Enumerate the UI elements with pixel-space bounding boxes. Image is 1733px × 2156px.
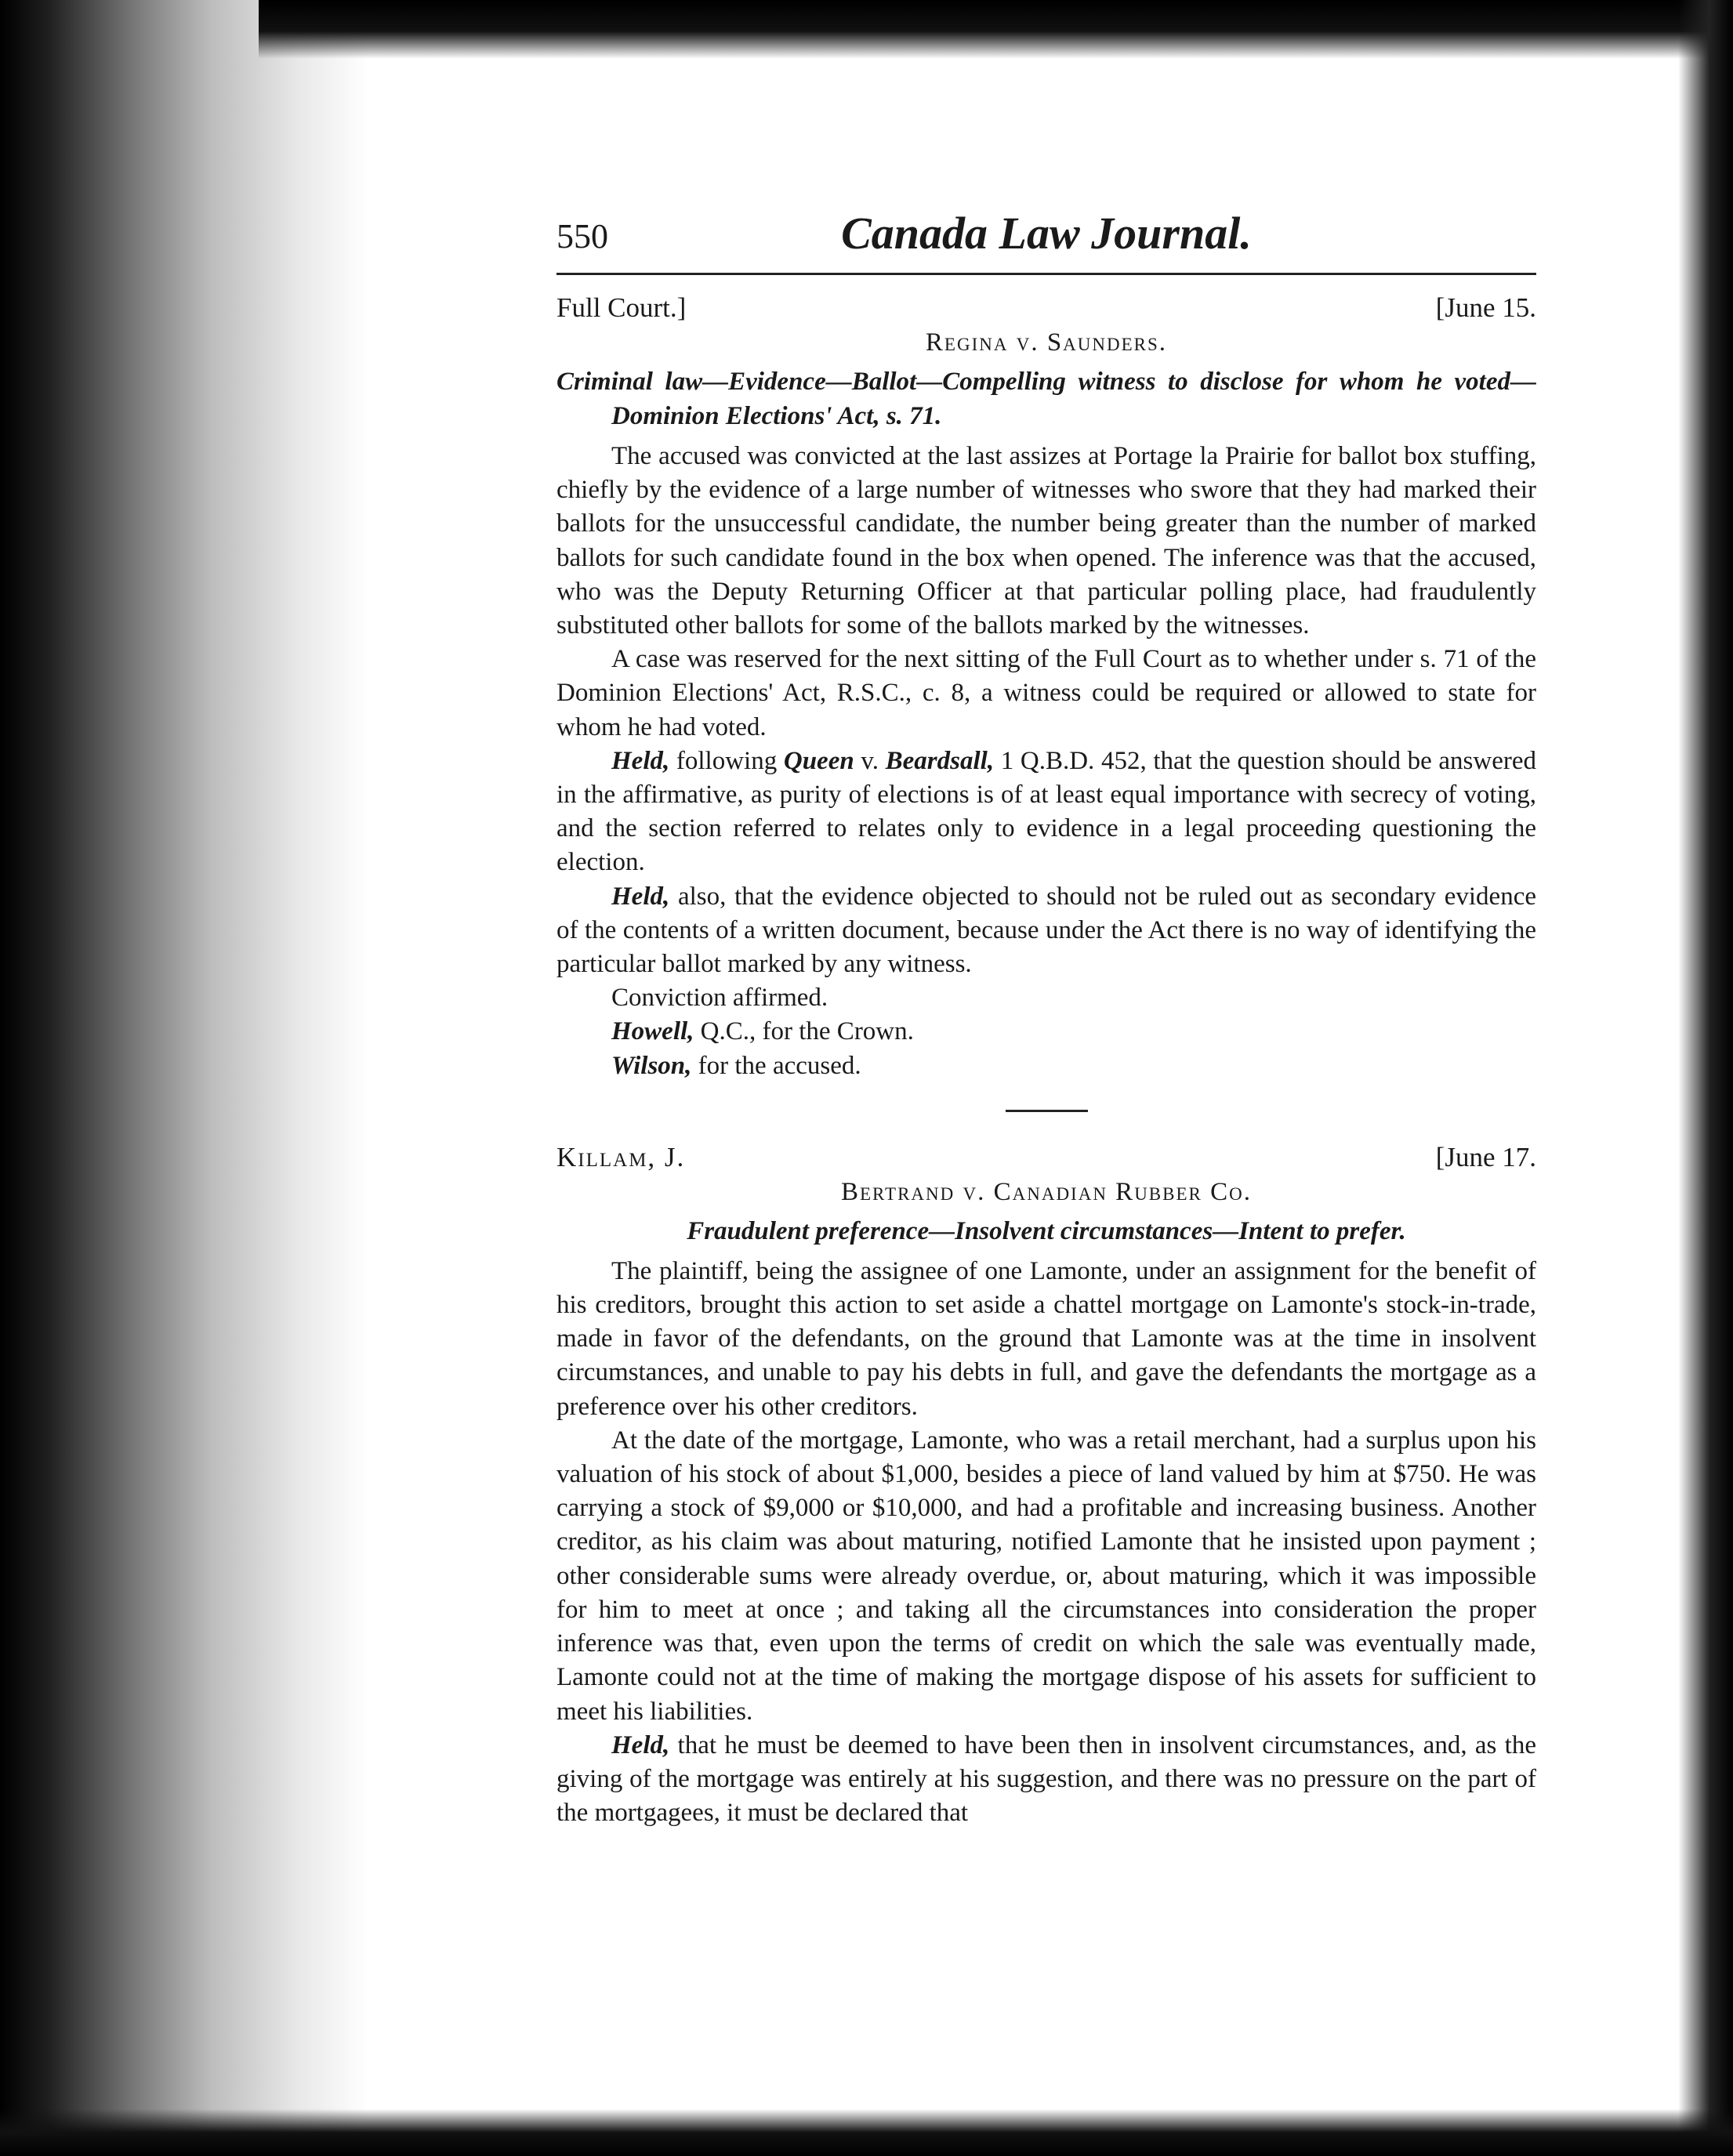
counsel-name: Howell, — [611, 1017, 694, 1046]
paragraph-held — [557, 1729, 1536, 1831]
held-label: Held, — [611, 882, 670, 911]
scan-top-edge — [259, 0, 1733, 59]
paragraph: The accused was convicted at the last assizes at Portage la Prairie for ballot box stuffing, chiefly by the evidence of a large number of witnesses who swore that they had marked their ballots for the unsuccessful candidate, the number being greater than the number of marked ballots for such candidate found in the box when opened. The inference was that the accused, who was the Deputy Returning Officer at that particular polling place, had fraudulently substituted other ballots for some of the ballots marked by the witnesses. — [557, 442, 1536, 640]
text-run: for the accused. — [691, 1051, 861, 1080]
decision-date: [June 15. — [1435, 292, 1536, 323]
scan-bottom-edge — [0, 2109, 1733, 2156]
cited-case: Queen — [783, 746, 854, 775]
paragraph-held — [557, 745, 1536, 880]
cited-case: Beardsall, — [885, 746, 995, 775]
scan-right-edge — [1678, 0, 1733, 2156]
held-label: Held, — [611, 1730, 670, 1759]
paragraph: The plaintiff, being the assignee of one Lamonte, under an assignment for the benefit of his creditors, brought this action to set aside a chattel mortgage on Lamonte's stock-in-trade, made in favor of the defendants, on the ground that Lamonte was at the time in insolvent circumstances, and unable to pay his debts in full, and gave the defendants the mortgage as a preference over his other creditors. — [557, 1256, 1536, 1421]
disposition: Conviction affirmed. — [611, 984, 828, 1013]
book-binding-shadow — [0, 0, 368, 2156]
text-run: Q.C., for the Crown. — [694, 1017, 914, 1046]
header-rule — [557, 273, 1536, 275]
held-label: Held, — [611, 746, 670, 775]
case-heading — [557, 291, 1536, 325]
journal-title: Canada Law Journal. — [841, 208, 1252, 259]
case-title: Bertrand v. Canadian Rubber Co. — [841, 1177, 1252, 1206]
case-regina-v-saunders — [557, 291, 1536, 1083]
text-run: following — [669, 746, 784, 775]
case-title: Regina v. Saunders. — [925, 328, 1168, 357]
page-header — [557, 196, 1536, 266]
text-run: also, that the evidence objected to should not be ruled out as secondary evidence of the contents of a written document, because under the Act there is no way of identifying the particular ballot marked by any witness. — [557, 882, 1536, 979]
case-divider — [1006, 1110, 1088, 1112]
counsel-name: Wilson, — [611, 1051, 692, 1080]
headnote: Fraudulent preference—Insolvent circumstances—Intent to prefer. — [687, 1216, 1406, 1245]
paragraph-held — [557, 880, 1536, 982]
page — [557, 196, 1536, 1830]
headnote: Criminal law—Evidence—Ballot—Compelling witness to disclose for whom he voted—Dominion Elections' Act, s. 71. — [557, 368, 1536, 430]
court-name: Full Court.] — [557, 292, 687, 323]
case-bertrand-v-canadian-rubber — [557, 1140, 1536, 1830]
case-heading — [557, 1140, 1536, 1175]
counsel-line — [557, 1049, 1536, 1083]
decision-date: [June 17. — [1435, 1141, 1536, 1172]
paragraph: At the date of the mortgage, Lamonte, who was a retail merchant, had a surplus upon his valuation of his stock of about $1,000, besides a piece of land valued by him at $750. He was carrying a stock of $9,000 or $10,000, and had a profitable and increasing business. Another creditor, as his claim was about maturing, notified Lamonte that he insisted upon payment ; other considerable sums were already overdue, or, about maturing, which it was impossible for him to meet at once ; and taking all the circumstances into consideration the proper inference was that, even upon the terms of credit on which the sale was eventually made, Lamonte could not at the time of making the mortgage dispose of his assets for sufficient to meet his liabilities. — [557, 1426, 1536, 1726]
text-run: v. — [854, 746, 886, 775]
paragraph: A case was reserved for the next sitting of the Full Court as to whether under s. 71 of the Dominion Elections' Act, R.S.C., c. 8, a witness could be required or allowed to state for whom he had voted. — [557, 645, 1536, 741]
page-number: 550 — [557, 217, 608, 255]
court-name: Killam, J. — [557, 1141, 686, 1172]
counsel-line — [557, 1015, 1536, 1049]
text-run: 1 Q.B.D. 452, that the question should be answered in the affirmative, as purity of elections is of at least equal importance with secrecy of voting, and the section referred to relates only to evidence in a legal proceeding questioning the election. — [557, 746, 1537, 877]
text-run: that he must be deemed to have been then in insolvent circumstances, and, as the giving of the mortgage was entirely at his suggestion, and there was no pressure on the part of the mortgagees, it must be declared that — [557, 1730, 1536, 1828]
